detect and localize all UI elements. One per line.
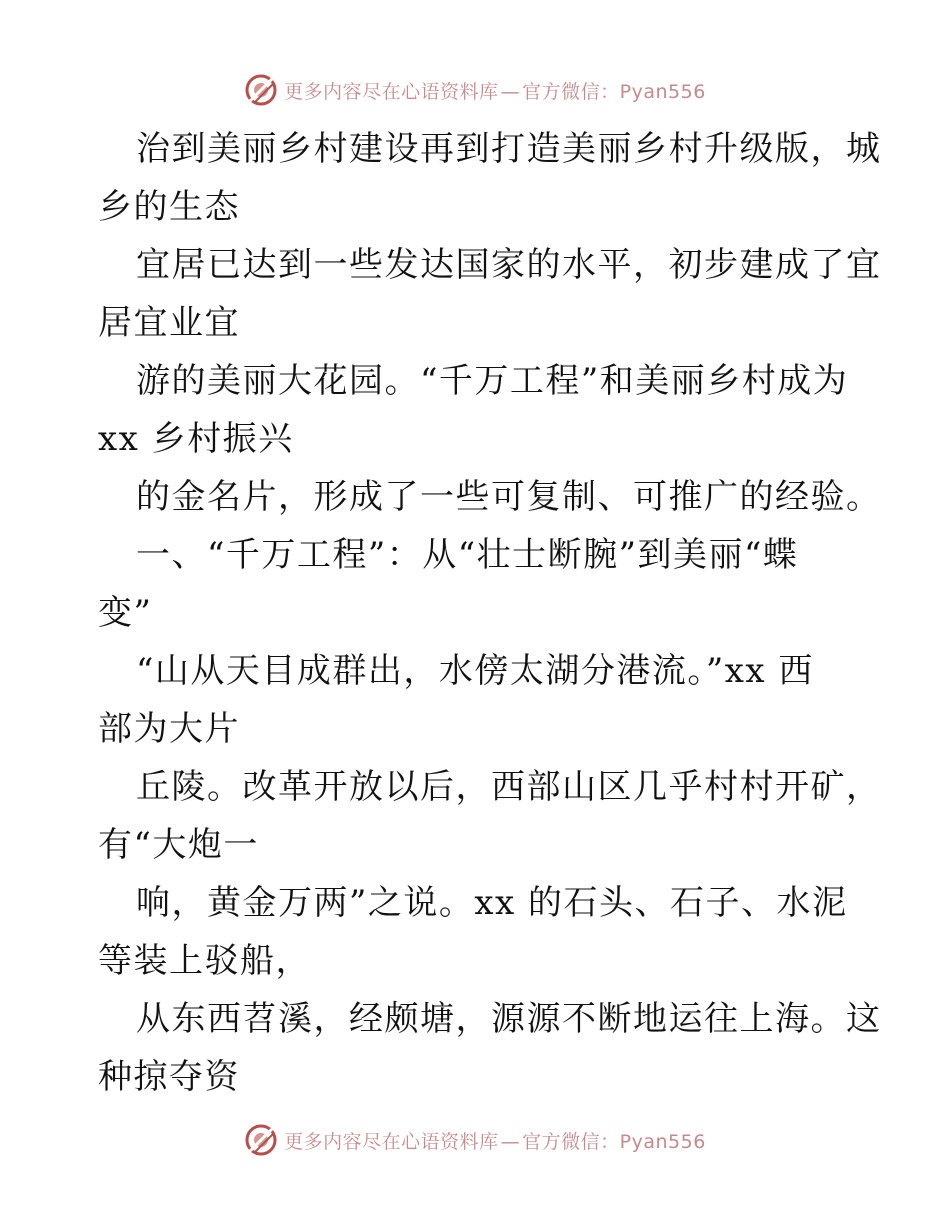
watermark-main-text: 更多内容尽在心语资料库 [284,1130,499,1153]
body-line: 居宜业宜 [98,303,240,343]
body-line: 乡的生态 [98,187,240,227]
body-line: 等装上驳船， [98,941,311,981]
watermark-dash: — [500,80,521,103]
watermark-logo-icon [244,1123,278,1157]
body-line: 丘陵。改革开放以后，西部山区几乎村村开矿， [136,767,882,807]
body-line: 种掠夺资 [98,1057,240,1097]
body-line: 治到美丽乡村建设再到打造美丽乡村升级版，城 [136,129,882,169]
body-line: 有“大炮一 [98,825,259,865]
header-watermark [0,70,950,110]
body-line: 宜居已达到一些发达国家的水平，初步建成了宜 [136,245,882,285]
body-line: “山从天目成群出，水傍太湖分港流。”xx 西 [136,651,814,691]
body-line: 的金名片，形成了一些可复制、可推广的经验。 [136,477,882,517]
watermark-contact-text: 官方微信：Pyan556 [522,80,706,103]
body-line: 游的美丽大花园。“千万工程”和美丽乡村成为 [136,361,849,401]
section-heading-line: 变” [98,593,153,633]
body-line: 部为大片 [98,709,240,749]
watermark-logo-icon [244,73,278,107]
watermark-contact-text: 官方微信：Pyan556 [522,1130,706,1153]
body-line: 响，黄金万两”之说。xx 的石头、石子、水泥 [136,883,848,923]
watermark-main-text: 更多内容尽在心语资料库 [284,80,499,103]
watermark-dash: — [500,1130,521,1153]
watermark-text [284,1127,706,1154]
watermark-text [284,77,706,104]
section-heading-line: 一、“千万工程”：从“壮士断腕”到美丽“蝶 [136,535,799,575]
body-line: xx 乡村振兴 [98,419,294,459]
footer-watermark [0,1120,950,1160]
body-line: 从东西苕溪，经颇塘，源源不断地运往上海。这 [136,999,882,1039]
